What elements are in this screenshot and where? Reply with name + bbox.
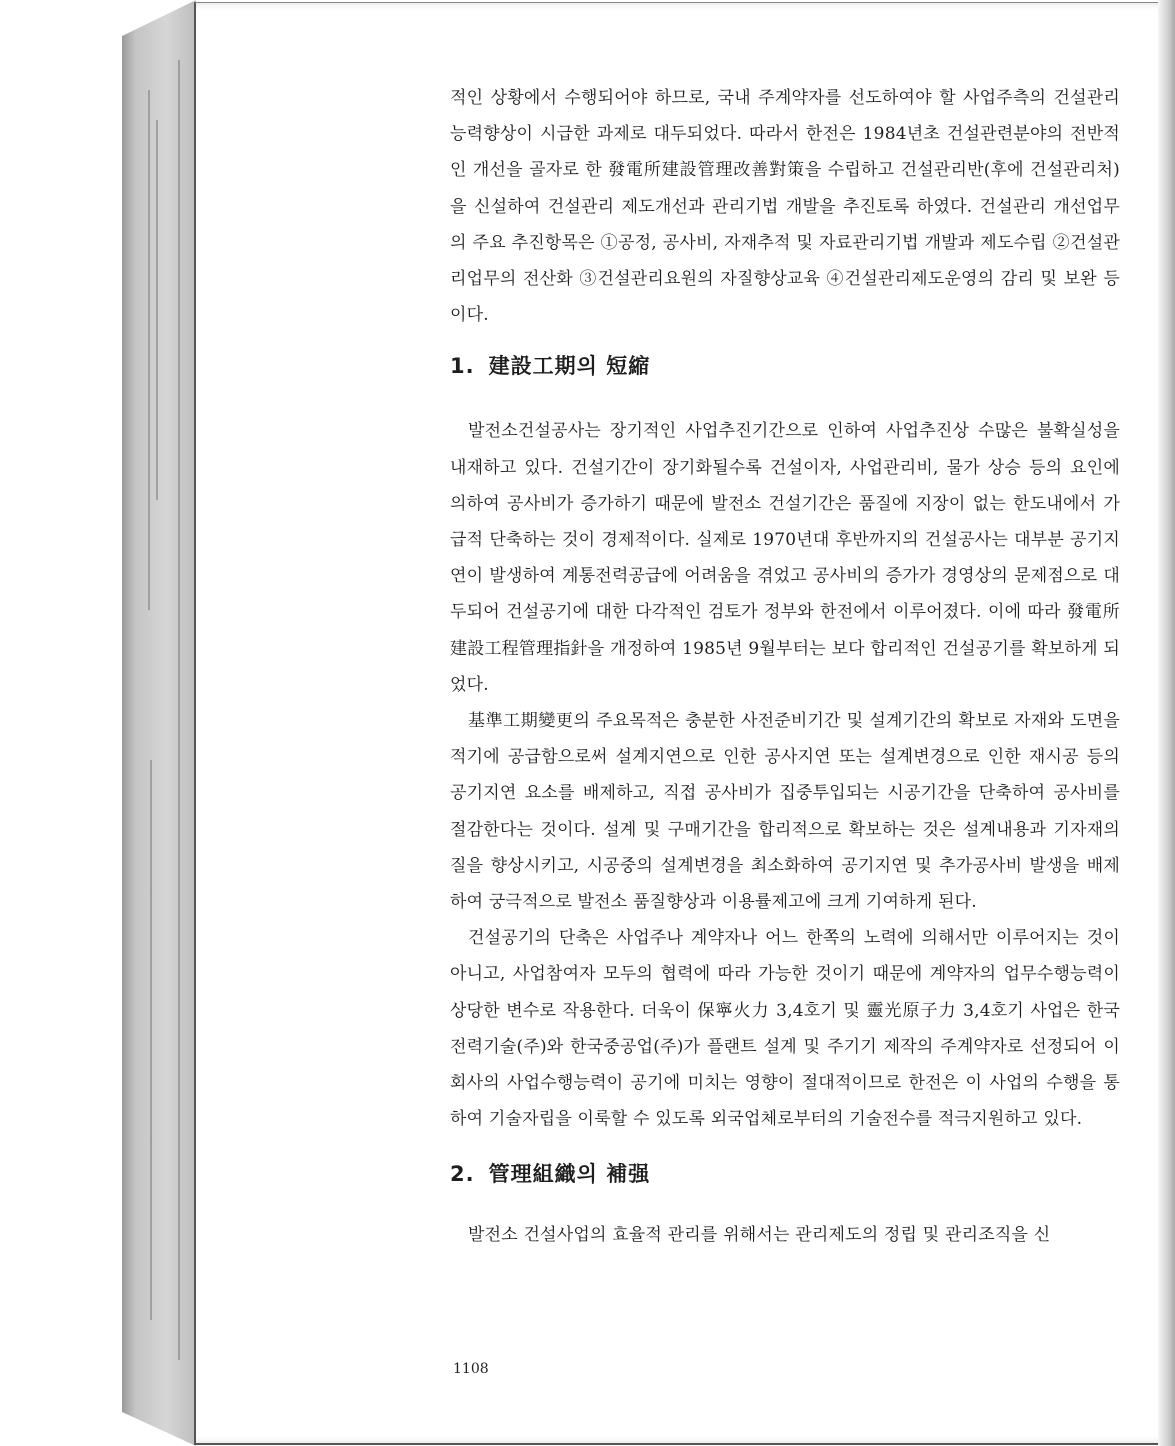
section-title: 建設工期의 短縮 [488,354,651,379]
page-edge [1158,0,1175,1446]
page-number: 1108 [453,1361,489,1377]
book-spine [122,0,196,1446]
paragraph-2: 발전소건설공사는 장기적인 사업추진기간으로 인하여 사업추진상 수많은 불확실성을 내재하고 있다. 건설기간이 장기화될수록 건설이자, 사업관리비, 물가 상승 등의 요인에 의하여 공사비가 증가하기 때문에 발전소 건설기간은 품질에 지장이 없는 한도내에서 가급적 단축하는 것이 경제적이다. 실제로 1970년대 후반까지의 건설공사는 대부분 공기지연이 발생하여 계통전력공급에 어려움을 겪었고 공사비의 증가가 경영상의 문제점으로 대두되어 건설공기에 대한 다각적인 검토가 정부와 한전에서 이루어졌다. 이에 따라 發電所建設工程管理指針을 개정하여 1985년 9월부터는 보다 합리적인 건설공기를 확보하게 되었다. [450,421,1120,695]
spine-line [150,760,152,1320]
spine-line [156,120,158,500]
paragraph-5: 발전소 건설사업의 효율적 관리를 위해서는 관리제도의 정립 및 관리조직을 신 [468,1225,1051,1246]
section-number: 1. [450,354,475,379]
spine-line [148,90,150,610]
paragraph-1: 적인 상황에서 수행되어야 하므로, 국내 주계약자를 선도하여야 할 사업주측의 건설관리능력향상이 시급한 과제로 대두되었다. 따라서 한전은 1984년초 건설관련분야의 전반적인 개선을 골자로 한 發電所建設管理改善對策을 수립하고 건설관리반(후에 건설관리처)을 신설하여 건설관리 제도개선과 관리기법 개발을 추진토록 하였다. 건설관리 개선업무의 주요 추진항목은 ①공정, 공사비, 자재추적 및 자료관리기법 개발과 제도수립 ②건설관리업무의 전산화 ③건설관리요원의 자질향상교육 ④건설관리제도운영의 감리 및 보완 등이다. [450,88,1120,326]
page-content [450,80,1120,1254]
section-title: 管理組織의 補强 [488,1162,651,1187]
paragraph-4: 건설공기의 단축은 사업주나 계약자나 어느 한쪽의 노력에 의해서만 이루어지는 것이 아니고, 사업참여자 모두의 협력에 따라 가능한 것이기 때문에 계약자의 업무수행능력이 상당한 변수로 작용한다. 더욱이 保寧火力 3,4호기 및 靈光原子力 3,4호기 사업은 한국전력기술(주)와 한국중공업(주)가 플랜트 설계 및 주기기 제작의 주계약자로 선정되어 이 회사의 사업수행능력이 공기에 미치는 영향이 절대적이므로 한전은 이 사업의 수행을 통하여 기술자립을 이룩할 수 있도록 외국업체로부터의 기술전수를 적극지원하고 있다. [450,928,1120,1130]
paragraph-3: 基準工期變更의 주요목적은 충분한 사전준비기간 및 설계기간의 확보로 자재와 도면을 적기에 공급함으로써 설계지연으로 인한 공사지연 또는 설계변경으로 인한 재시공 등의 공기지연 요소를 배제하고, 직접 공사비가 집중투입되는 시공기간을 단축하여 공사비를 절감한다는 것이다. 설계 및 구매기간을 합리적으로 확보하는 것은 설계내용과 기자재의 질을 향상시키고, 시공중의 설계변경을 최소화하여 공기지연 및 추가공사비 발생을 배제하여 궁극적으로 발전소 품질향상과 이용률제고에 크게 기여하게 된다. [450,711,1120,913]
section-heading-2 [450,1159,1120,1189]
spine-line [178,60,180,1360]
section-heading-1 [450,351,1120,381]
section-number: 2. [450,1162,475,1187]
